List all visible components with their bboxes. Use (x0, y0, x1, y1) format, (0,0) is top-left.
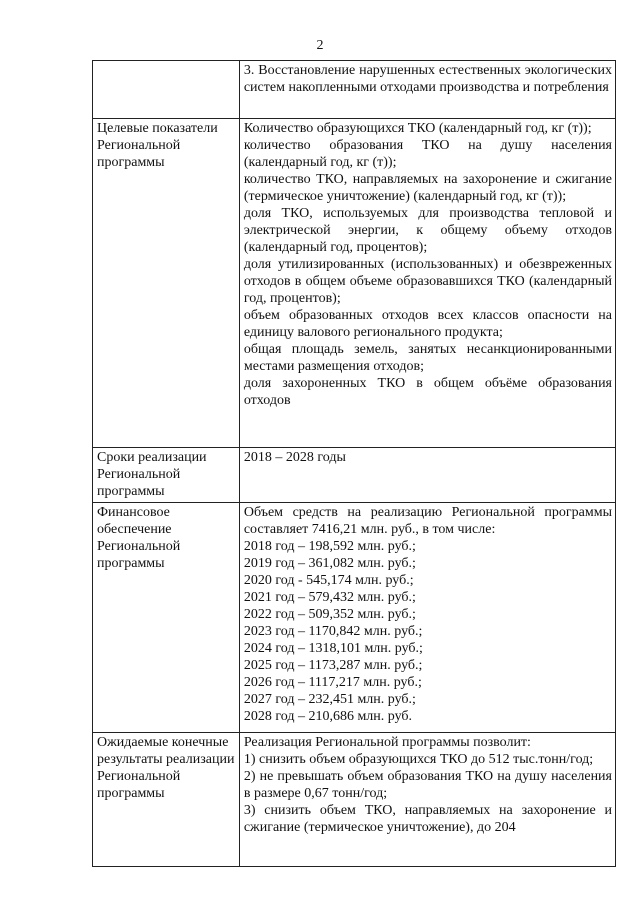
table-row-targets (93, 119, 616, 448)
result-intro: Реализация Региональной программы позволит: (243, 735, 531, 750)
finance-year-item: 2020 год - 545,174 млн. руб.; (243, 573, 414, 588)
table-row-results (93, 733, 616, 867)
page-number: 2 (316, 38, 324, 53)
target-indicator: количество образования ТКО на душу населения (календарный год, кг (т)); (243, 138, 612, 170)
row-label (93, 61, 240, 119)
finance-year-item: 2024 год – 1318,101 млн. руб.; (243, 641, 423, 656)
row-content (239, 733, 615, 867)
finance-year-item: 2019 год – 361,082 млн. руб.; (243, 556, 416, 571)
row-label: Сроки реализации Региональной программы (93, 448, 240, 503)
row-content (239, 61, 615, 119)
target-indicator: объем образованных отходов всех классов опасности на единицу валового регионального продукта; (243, 308, 612, 340)
row-content (239, 119, 615, 448)
finance-total: Объем средств на реализацию Региональной программы составляет 7416,21 млн. руб., в том числе: (243, 505, 612, 537)
row-label: Ожидаемые конечные результаты реализации Региональной программы (93, 733, 240, 867)
goal-line: 3. Восстановление нарушенных естественных экологических систем накопленными отходами производства и потребления (243, 63, 612, 95)
target-indicator: доля захороненных ТКО в общем объёме образования отходов (243, 376, 612, 408)
target-indicator: доля ТКО, используемых для производства тепловой и электрической энергии, к общему объему отходов (календарный год, процентов); (243, 206, 612, 255)
table-row-finance (93, 503, 616, 733)
table-row-terms (93, 448, 616, 503)
target-indicator: количество ТКО, направляемых на захоронение и сжигание (термическое уничтожение) (календарный год, кг (т)); (243, 172, 612, 204)
table-row-goal (93, 61, 616, 119)
result-item: 3) снизить объем ТКО, направляемых на захоронение и сжигание (термическое уничтожение), до 204 (243, 803, 612, 835)
target-indicator: общая площадь земель, занятых несанкционированными местами размещения отходов; (243, 342, 612, 374)
program-passport-table (92, 60, 616, 867)
finance-year-item: 2023 год – 1170,842 млн. руб.; (243, 624, 423, 639)
finance-year-item: 2026 год – 1117,217 млн. руб.; (243, 675, 422, 690)
finance-year-item: 2028 год – 210,686 млн. руб. (243, 709, 413, 724)
row-label: Целевые показатели Региональной программы (93, 119, 240, 448)
result-item: 2) не превышать объем образования ТКО на душу населения в размере 0,67 тонн/год; (243, 769, 612, 801)
terms-value: 2018 – 2028 годы (243, 450, 346, 465)
row-label: Финансовое обеспечение Региональной программы (93, 503, 240, 733)
finance-year-item: 2027 год – 232,451 млн. руб.; (243, 692, 416, 707)
target-indicator: Количество образующихся ТКО (календарный год, кг (т)); (243, 121, 592, 136)
result-item: 1) снизить объем образующихся ТКО до 512 тыс.тонн/год; (243, 752, 594, 767)
finance-year-item: 2018 год – 198,592 млн. руб.; (243, 539, 416, 554)
row-content (239, 448, 615, 503)
row-content (239, 503, 615, 733)
finance-year-item: 2025 год – 1173,287 млн. руб.; (243, 658, 423, 673)
finance-year-item: 2022 год – 509,352 млн. руб.; (243, 607, 416, 622)
finance-year-item: 2021 год – 579,432 млн. руб.; (243, 590, 416, 605)
target-indicator: доля утилизированных (использованных) и обезвреженных отходов в общем объеме образовавшихся ТКО (календарный год, процентов); (243, 257, 612, 306)
